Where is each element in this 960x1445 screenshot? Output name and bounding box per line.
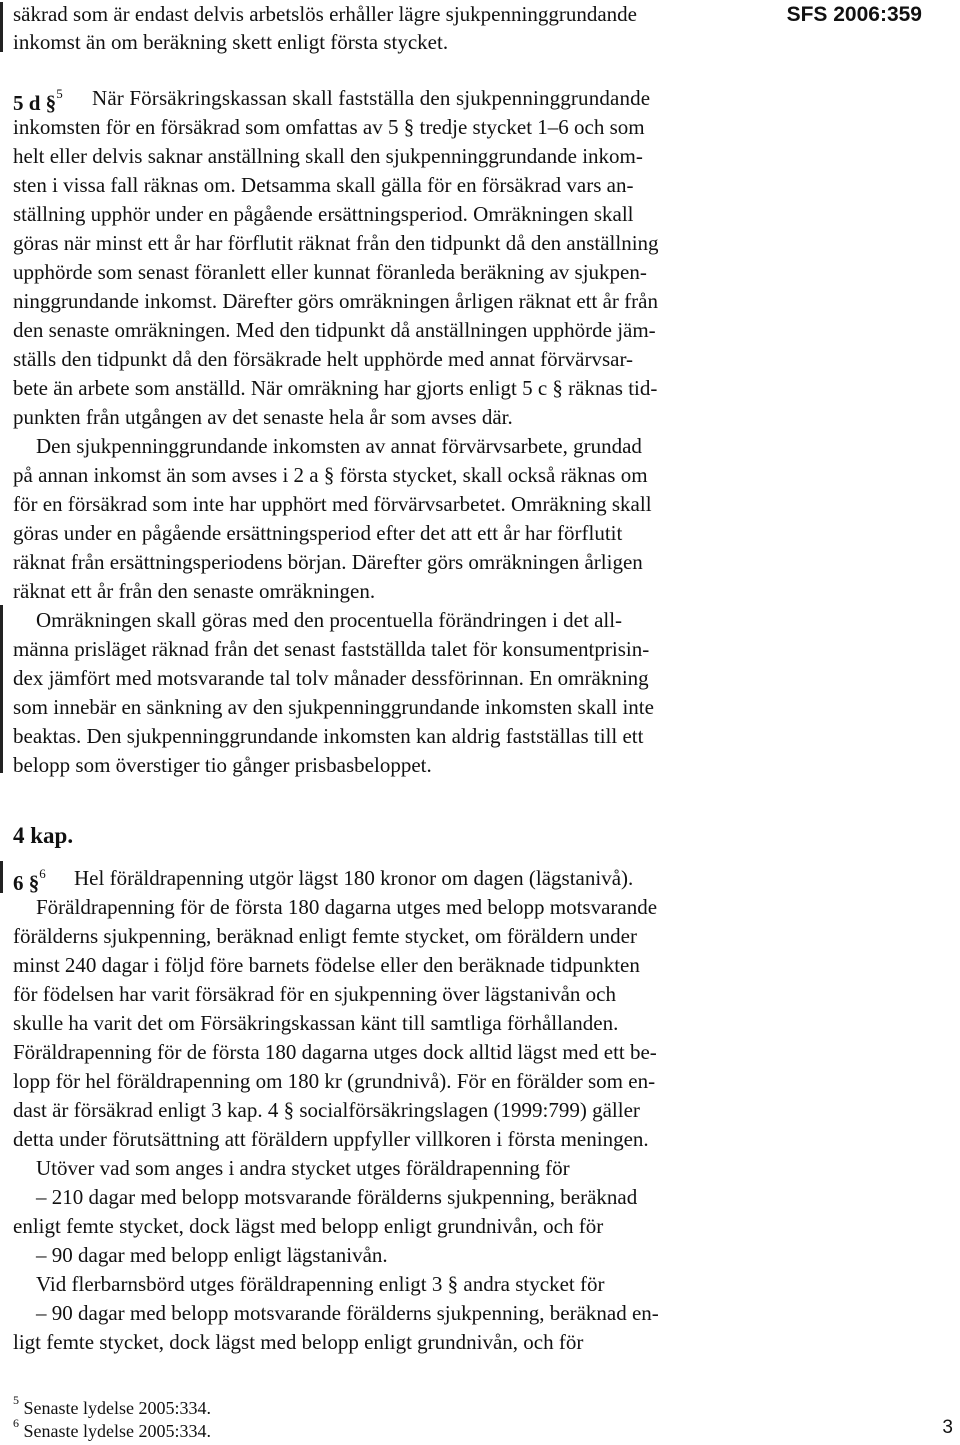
text-line: den senaste omräkningen. Med den tidpunkt då anställningen upphörde jäm- <box>13 318 656 342</box>
footnote-ref: 5 <box>56 86 63 101</box>
text-line: skulle ha varit det om Försäkringskassan känt till samtliga förhållanden. <box>13 1011 619 1035</box>
text-line: för födelsen har varit försäkrad för en sjukpenning över lägstanivån och <box>13 982 616 1006</box>
text-line: detta under förutsättning att föräldern uppfyller villkoren i första meningen. <box>13 1127 649 1151</box>
text-line: göras under en pågående ersättningsperiod efter det att ett år har förflutit <box>13 521 623 545</box>
text-line: lopp för hel föräldrapenning om 180 kr (grundnivå). För en förälder som en- <box>13 1069 656 1093</box>
footnote-text: Senaste lydelse 2005:334. <box>23 1421 211 1441</box>
text-line: ligt femte stycket, dock lägst med belopp enligt grundnivån, och för <box>13 1330 584 1354</box>
text-line: enligt femte stycket, dock lägst med belopp enligt grundnivån, och för <box>13 1214 604 1238</box>
text-line: på annan inkomst än som avses i 2 a § första stycket, skall också räknas om <box>13 463 648 487</box>
text-line: förälderns sjukpenning, beräknad enligt femte stycket, om föräldern under <box>13 924 637 948</box>
text-line: dex jämfört med motsvarande tal tolv månader dessförinnan. En omräkning <box>13 666 649 690</box>
text-line: som innebär en sänkning av den sjukpenninggrundande inkomsten skall inte <box>13 695 654 719</box>
text-line: inkomst än om beräkning skett enligt första stycket. <box>13 30 449 54</box>
text-line: beaktas. Den sjukpenninggrundande inkomsten kan aldrig fastställas till ett <box>13 724 644 748</box>
text-line: ställs den tidpunkt då den försäkrade helt upphörde med annat förvärvsar- <box>13 347 634 371</box>
text-line: Hel föräldrapenning utgör lägst 180 kronor om dagen (lägstanivå). <box>74 866 634 890</box>
text-line: ninggrundande inkomst. Därefter görs omräkningen årligen räknat ett år från <box>13 289 658 313</box>
list-item: – 210 dagar med belopp motsvarande förälderns sjukpenning, beräknad <box>36 1185 638 1209</box>
text-line: göras när minst ett år har förflutit räknat från den tidpunkt då den anställning <box>13 231 659 255</box>
text-line: upphörde som senast föranlett eller kunnat föranleda beräkning av sjukpen- <box>13 260 647 284</box>
text-line: räknat från ersättningsperiodens början. Därefter görs omräkningen årligen <box>13 550 643 574</box>
footnote-number: 6 <box>13 1416 19 1430</box>
text-line: inkomsten för en försäkrad som omfattas av 5 § tredje stycket 1–6 och som <box>13 115 645 139</box>
text-line: Vid flerbarnsbörd utges föräldrapenning enligt 3 § andra stycket för <box>36 1272 605 1296</box>
text-line: männa prisläget räknad från det senast fastställda talet för konsumentprisin- <box>13 637 650 661</box>
text-line: När Försäkringskassan skall fastställa den sjukpenninggrundande <box>92 86 651 110</box>
text-line: Omräkningen skall göras med den procentuella förändringen i det all- <box>36 608 623 632</box>
text-line: för en försäkrad som inte har upphört med förvärvsarbetet. Omräkning skall <box>13 492 652 516</box>
footnote-number: 5 <box>13 1393 19 1407</box>
list-item: – 90 dagar med belopp enligt lägstanivån. <box>36 1243 388 1267</box>
footnote-text: Senaste lydelse 2005:334. <box>23 1398 211 1418</box>
page-number: 3 <box>942 1417 953 1438</box>
text-line: bete än arbete som anställd. När omräkning har gjorts enligt 5 c § räknas tid- <box>13 376 658 400</box>
list-item: – 90 dagar med belopp motsvarande förälderns sjukpenning, beräknad en- <box>36 1301 659 1325</box>
section-number-label: 5 d § <box>13 91 57 115</box>
text-line: Föräldrapenning för de första 180 dagarna utges med belopp motsvarande <box>36 895 658 919</box>
running-head: SFS 2006:359 <box>786 3 922 26</box>
text-line: helt eller delvis saknar anställning skall den sjukpenninggrundande inkom- <box>13 144 643 168</box>
text-line: Den sjukpenninggrundande inkomsten av annat förvärvsarbete, grundad <box>36 434 642 458</box>
footnote <box>13 1415 211 1442</box>
footnote-ref: 6 <box>39 866 46 881</box>
change-bar <box>0 605 3 773</box>
text-line: ställning upphör under en pågående ersättningsperiod. Omräkningen skall <box>13 202 634 226</box>
text-line: dast är försäkrad enligt 3 kap. 4 § socialförsäkringslagen (1999:799) gäller <box>13 1098 640 1122</box>
text-line: punkten från utgången av det senaste hela år som avses där. <box>13 405 513 429</box>
text-line: minst 240 dagar i följd före barnets födelse eller den beräknade tidpunkten <box>13 953 640 977</box>
text-line: sten i vissa fall räknas om. Detsamma skall gälla för en försäkrad vars an- <box>13 173 634 197</box>
change-bar <box>0 2 3 52</box>
change-bar <box>0 861 3 893</box>
text-line: säkrad som är endast delvis arbetslös erhåller lägre sjukpenninggrundande <box>13 2 637 26</box>
chapter-heading: 4 kap. <box>13 823 74 848</box>
text-line: Utöver vad som anges i andra stycket utges föräldrapenning för <box>36 1156 570 1180</box>
text-line: Föräldrapenning för de första 180 dagarna utges dock alltid lägst med ett be- <box>13 1040 657 1064</box>
text-line: belopp som överstiger tio gånger prisbasbeloppet. <box>13 753 432 777</box>
text-line: räknat ett år från den senaste omräkningen. <box>13 579 376 603</box>
section-number-label: 6 § <box>13 871 40 895</box>
